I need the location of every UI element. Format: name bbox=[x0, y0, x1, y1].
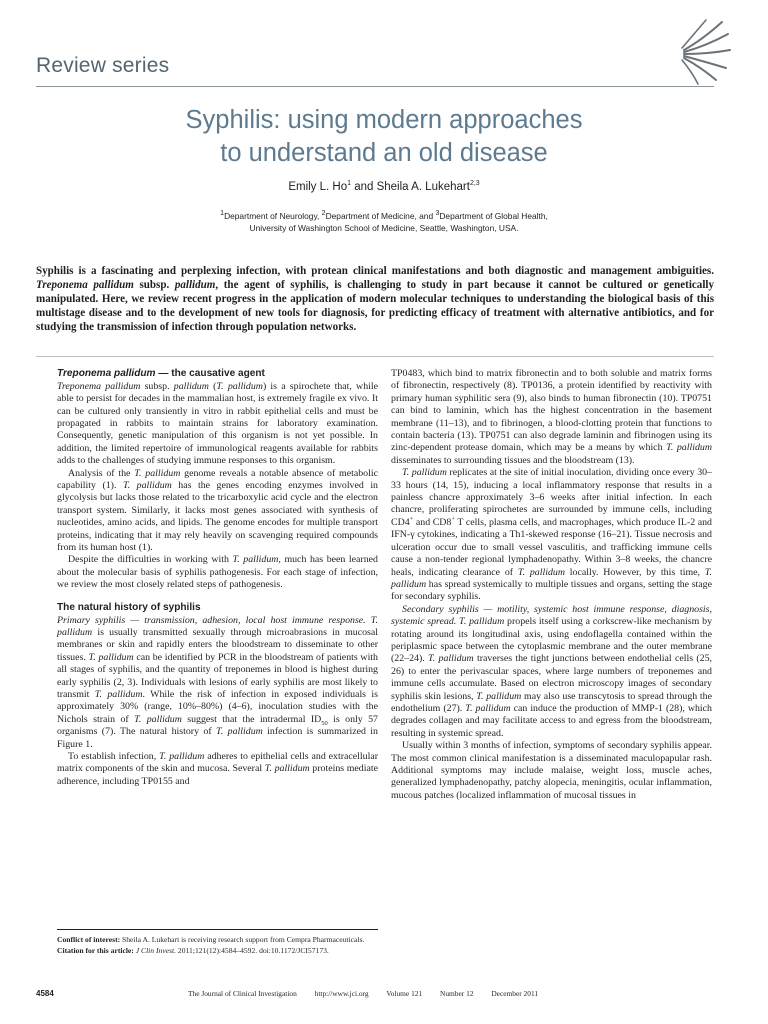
conflict-of-interest-note: Conflict of interest: Sheila A. Lukehart is receiving research support from Cempra Pharmaceuticals. bbox=[57, 935, 365, 944]
affiliation-text: Department of Medicine, and bbox=[325, 210, 436, 221]
abstract: Syphilis is a fascinating and perplexing infection, with protean clinical manifestations and both diagnostic and management ambiguities. Treponema pallidum subsp. pallidum, the agent of syphilis, is challenging to study in part because it cannot be cultured or genetically manipulated. Here, we review recent progress in the application of modern molecular techniques to understanding the biological basis of this multistage disease and to the development of new tools for diagnosis, for predicting efficacy of treatment with alternative antibiotics, and for studying the transmission of infection through population networks. bbox=[36, 265, 714, 333]
body-column-left bbox=[57, 368, 378, 788]
issue-date: December 2011 bbox=[491, 989, 539, 998]
paragraph: To establish infection, T. pallidum adheres to epithelial cells and extracellular matrix components of the skin and mucosa. Several T. pallidum proteins mediate adherence, including TP0155 and bbox=[57, 750, 378, 787]
author-affiliation-mark: 2,3 bbox=[469, 180, 480, 187]
affiliation-text: Department of Neurology, bbox=[224, 210, 322, 221]
title-line-2: to understand an old disease bbox=[220, 139, 548, 167]
abstract-rule bbox=[36, 356, 714, 357]
jci-starburst-logo-icon bbox=[662, 16, 732, 86]
body-column-right bbox=[391, 368, 712, 802]
paragraph: Treponema pallidum subsp. pallidum (T. pallidum) is a spirochete that, while able to persist for decades in the mammalian host, is extremely fragile ex vivo. It can be cultured only transiently in vitro in rabbit epithelial cells and must be propagated in rabbits to maintain strains for laboratory examination. Consequently, genetic manipulation of this organism is not yet possible. In addition, the limited repertoire of immunological reagents available for rabbits adds to the challenges of studying immune responses to this organism. bbox=[57, 380, 378, 467]
paragraph: Secondary syphilis — motility, systemic host immune response, diagnosis, systemic spread. T. pallidum propels itself using a corkscrew-like mechanism by rotating around its longitudinal axis, using endoflagella contained within the periplasmic space between the cytoplasmic membrane and the outer membrane (22–24). T. pallidum traverses the tight junctions between endothelial cells (25, 26) to enter the perivascular spaces, where large numbers of treponemes and immune cells accumulate. Based on electron microscopy images of secondary syphilis skin lesions, T. pallidum may also use transcytosis to spread through the endothelium (27). T. pallidum can induce the production of MMP-1 (28), which degrades collagen and may facilitate access to and egress from the bloodstream, resulting in systemic spread. bbox=[391, 603, 713, 739]
section-heading: Treponema pallidum — the causative agent bbox=[57, 368, 265, 379]
series-label: Review series bbox=[36, 54, 170, 77]
footnotes bbox=[57, 935, 378, 956]
author-name: Sheila A. Lukehart bbox=[376, 180, 470, 193]
title-line-1: Syphilis: using modern approaches bbox=[185, 106, 583, 134]
paragraph: TP0483, which bind to matrix fibronectin and to both soluble and matrix forms of fibronectin, respectively (8). TP0136, a protein identified by reactivity with primary human syphilitic sera (9), also binds to human fibronectin (10). TP0751 can bind to laminin, which has the highest concentration in the basement membrane (11–13), and to fibrinogen, a blood-clotting protein that functions to contain bacteria (13). TP0751 can also degrade laminin and fibrinogen using its zinc-dependent protease domain, which may be a means by which T. pallidum disseminates to surrounding tissues and the bloodstream (13). bbox=[391, 368, 712, 466]
paragraph: T. pallidum replicates at the site of initial inoculation, dividing once every 30–33 hours (14, 15), inducing a local inflammatory response that results in a painless chancre approximately 3–6 weeks after initial infection. In each chancre, proliferating spirochetes are surrounded by immune cells, including CD4+ and CD8+ T cells, plasma cells, and macrophages, which produce IL-2 and IFN-γ cytokines, indicating a Th1-skewed response (16–21). Tissue necrosis and ulceration occur due to small vessel vasculitis, and trafficking immune cells cause a non-tender regional lymphadenopathy. Within 3–8 weeks, the chancre heals, indicating clearance of T. pallidum locally. However, by this time, T. pallidum has spread systemically to multiple tissues and organs, setting the stage for secondary syphilis. bbox=[391, 467, 713, 603]
paragraph: Primary syphilis — transmission, adhesion, local host immune response. T. pallidum is usually transmitted sexually through microabrasions in mucosal membranes or skin and rapidly enters the bloodstream to disseminate to other tissues. T. pallidum can be identified by PCR in the bloodstream of patients with all stages of syphilis, and the quantity of treponemes in blood is highest during early syphilis (2, 3). Individuals with lesions of early syphilis are most likely to transmit T. pallidum. While the risk of infection in exposed individuals is approximately 30% (range, 10%–80%) (4–6), inoculation studies with the Nichols strain of T. pallidum suggest that the intradermal $ID_{50}$ is only 57 organisms (7). The natural history of T. pallidum infection is summarized in Figure 1. bbox=[57, 614, 378, 750]
journal-name: The Journal of Clinical Investigation bbox=[188, 989, 297, 998]
author-name: Emily L. Ho bbox=[288, 180, 348, 193]
author-list bbox=[80, 180, 688, 193]
affiliation-mark: 2 bbox=[321, 210, 326, 217]
affiliation-mark: 1 bbox=[220, 210, 225, 217]
affiliation-mark: 3 bbox=[435, 210, 440, 217]
author-affiliation-mark: 1 bbox=[347, 180, 352, 187]
article-title bbox=[80, 104, 688, 170]
author-separator: and bbox=[351, 180, 377, 193]
section-heading: The natural history of syphilis bbox=[57, 601, 201, 613]
footnote-rule bbox=[57, 929, 378, 930]
affiliation-line-2: University of Washington School of Medicine, Seattle, Washington, USA. bbox=[249, 223, 519, 234]
paragraph: Despite the difficulties in working with T. pallidum, much has been learned about the molecular basis of syphilis pathogenesis. For each stage of infection, we review the most closely related steps of pathogenesis. bbox=[57, 554, 378, 591]
page-number: 4584 bbox=[36, 989, 54, 998]
affiliation-line-1 bbox=[100, 208, 668, 222]
header-rule bbox=[36, 86, 714, 87]
journal-url-link[interactable]: http://www.jci.org bbox=[314, 989, 369, 998]
paragraph: Analysis of the T. pallidum genome reveals a notable absence of metabolic capability (1). T. pallidum has the genes encoding enzymes involved in glycolysis but lacks those related to the tricarboxylic acid cycle and the electron transport system. Similarly, it lacks most genes associated with synthesis of nucleotides, amino acids, and lipids. The genome encodes for multiple transport proteins, indicating that it may rely heavily on scavenging required compounds from its human host (1). bbox=[57, 467, 378, 554]
volume: Volume 121 bbox=[386, 989, 423, 998]
affiliations bbox=[100, 208, 668, 235]
affiliation-text: Department of Global Health, bbox=[439, 210, 548, 221]
paragraph: Usually within 3 months of infection, symptoms of secondary syphilis appear. The most common clinical manifestation is a disseminated maculopapular rash. Additional symptoms may include malaise, weight loss, muscle aches, generalized lymphadenopathy, patchy alopecia, meningitis, ocular inflammation, mucous patches (localized inflammation of mucosal tissues in bbox=[391, 740, 712, 801]
citation-note: Citation for this article: J Clin Invest. 2011;121(12):4584–4592. doi:10.1172/JCI57173. bbox=[57, 945, 329, 955]
issue-number: Number 12 bbox=[440, 989, 474, 998]
